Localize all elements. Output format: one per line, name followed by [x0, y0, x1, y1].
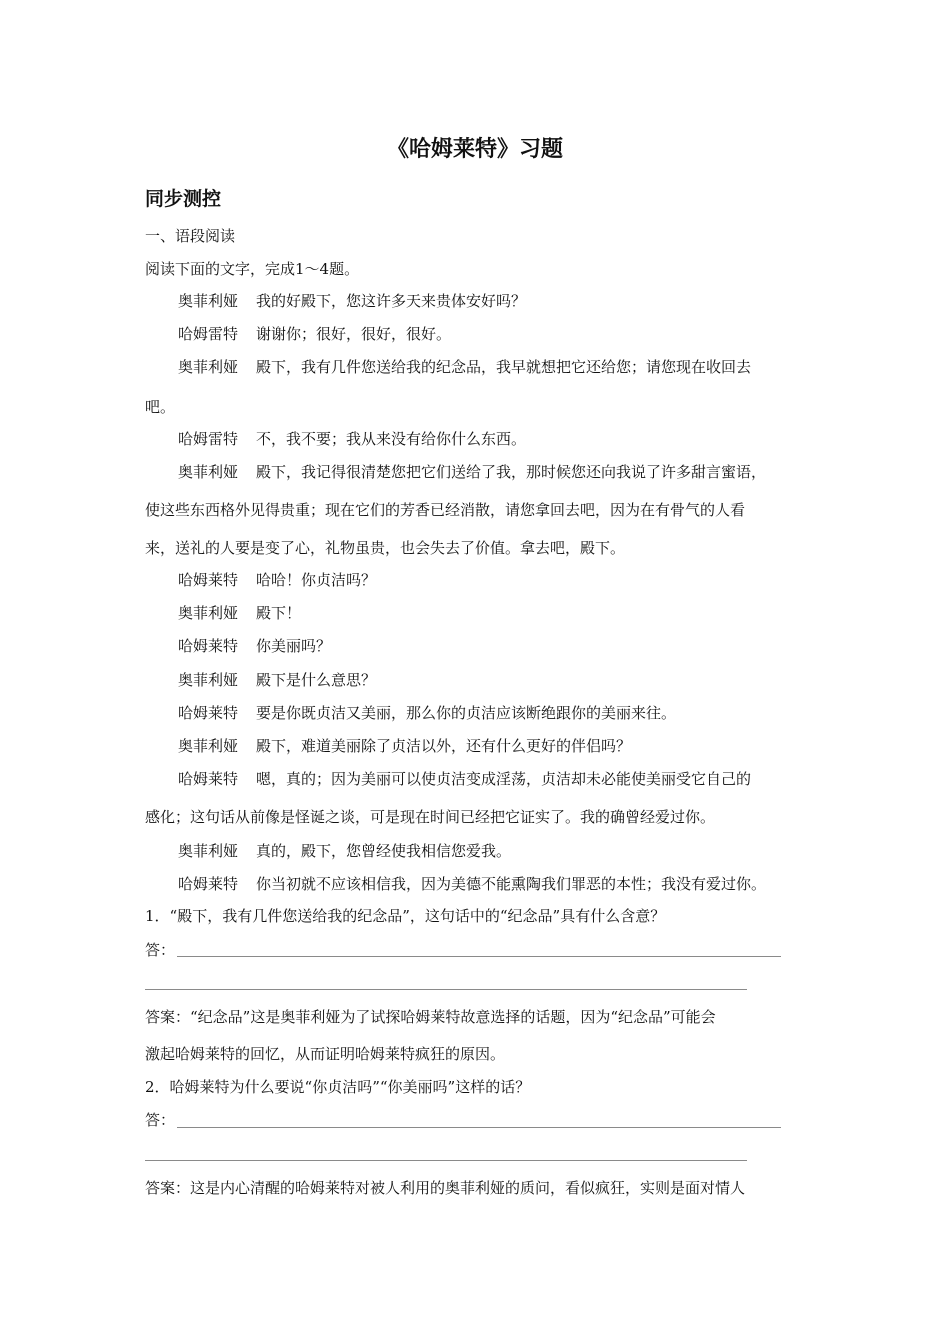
dialogue-line [178, 670, 376, 690]
dialogue-line [178, 841, 511, 861]
speech-text: 你当初就不应该相信我，因为美德不能熏陶我们罪恶的本性；我没有爱过你。 [256, 875, 767, 893]
speaker-name: 奥菲利娅 [178, 358, 239, 376]
answer-line[interactable] [177, 956, 781, 957]
speech-text: 哈哈！你贞洁吗？ [256, 571, 377, 589]
answer-label: 答： [145, 1111, 176, 1129]
dialogue-line [178, 736, 631, 756]
dialogue-line [178, 357, 751, 377]
speaker-name: 奥菲利娅 [178, 671, 239, 689]
answer-line[interactable] [177, 1127, 781, 1128]
dialogue-line [178, 324, 451, 344]
speaker-name: 哈姆雷特 [178, 325, 239, 343]
speaker-name: 哈姆莱特 [178, 770, 239, 788]
dialogue-line [178, 703, 676, 723]
dialogue-line [178, 769, 751, 789]
section-heading: 同步测控 [145, 188, 222, 210]
speaker-name: 哈姆雷特 [178, 430, 239, 448]
answer-text: 答案：“纪念品”这是奥菲利娅为了试探哈姆莱特故意选择的话题，因为“纪念品”可能会 [145, 1008, 716, 1026]
speech-text: 殿下！ [256, 604, 302, 622]
dialogue-line [178, 570, 376, 590]
speech-continuation: 吧。 [145, 398, 176, 416]
speech-text: 真的，殿下，您曾经使我相信您爱我。 [256, 842, 512, 860]
answer-line[interactable] [145, 1160, 747, 1161]
speech-continuation: 使这些东西格外见得贵重；现在它们的芳香已经消散，请您拿回去吧，因为在有骨气的人看 [145, 501, 746, 519]
answer-text: 激起哈姆莱特的回忆，从而证明哈姆莱特疯狂的原因。 [145, 1045, 506, 1063]
speaker-name: 哈姆莱特 [178, 571, 239, 589]
speaker-name: 奥菲利娅 [178, 292, 239, 310]
speaker-name: 哈姆莱特 [178, 704, 239, 722]
dialogue-line [178, 636, 331, 656]
speech-text: 殿下，难道美丽除了贞洁以外，还有什么更好的伴侣吗？ [256, 737, 632, 755]
speech-text: 嗯，真的；因为美丽可以使贞洁变成淫荡，贞洁却未必能使美丽受它自己的 [256, 770, 752, 788]
speech-text: 殿下，我记得很清楚您把它们送给了我，那时候您还向我说了许多甜言蜜语， [256, 463, 767, 481]
speech-text: 不，我不要；我从来没有给你什么东西。 [256, 430, 527, 448]
dialogue-line [178, 429, 526, 449]
dialogue-line [178, 603, 301, 623]
speech-text: 殿下是什么意思？ [256, 671, 377, 689]
document-title: 《哈姆莱特》习题 [386, 136, 563, 162]
speech-text: 你美丽吗？ [256, 637, 332, 655]
dialogue-line [178, 874, 766, 894]
speaker-name: 哈姆莱特 [178, 875, 239, 893]
speaker-name: 奥菲利娅 [178, 463, 239, 481]
speaker-name: 奥菲利娅 [178, 604, 239, 622]
answer-text: 答案：这是内心清醒的哈姆莱特对被人利用的奥菲利娅的质问，看似疯狂，实则是面对情人 [145, 1179, 746, 1197]
speaker-name: 奥菲利娅 [178, 737, 239, 755]
speech-text: 要是你既贞洁又美丽，那么你的贞洁应该断绝跟你的美丽来往。 [256, 704, 677, 722]
part-heading: 一、语段阅读 [145, 227, 236, 245]
answer-line[interactable] [145, 989, 747, 990]
instruction-text: 阅读下面的文字，完成1～4题。 [145, 260, 360, 278]
speaker-name: 哈姆莱特 [178, 637, 239, 655]
speaker-name: 奥菲利娅 [178, 842, 239, 860]
speech-text: 谢谢你；很好，很好，很好。 [256, 325, 452, 343]
question-text: 1．“殿下，我有几件您送给我的纪念品”，这句话中的“纪念品”具有什么含意？ [145, 907, 666, 925]
speech-text: 我的好殿下，您这许多天来贵体安好吗？ [256, 292, 527, 310]
answer-label: 答： [145, 941, 176, 959]
speech-continuation: 来，送礼的人要是变了心，礼物虽贵，也会失去了价值。拿去吧，殿下。 [145, 539, 626, 557]
speech-text: 殿下，我有几件您送给我的纪念品，我早就想把它还给您；请您现在收回去 [256, 358, 752, 376]
question-text: 2．哈姆莱特为什么要说“你贞洁吗”“你美丽吗”这样的话？ [145, 1078, 531, 1096]
dialogue-line [178, 462, 766, 482]
dialogue-line [178, 291, 526, 311]
speech-continuation: 感化；这句话从前像是怪诞之谈，可是现在时间已经把它证实了。我的确曾经爱过你。 [145, 808, 716, 826]
